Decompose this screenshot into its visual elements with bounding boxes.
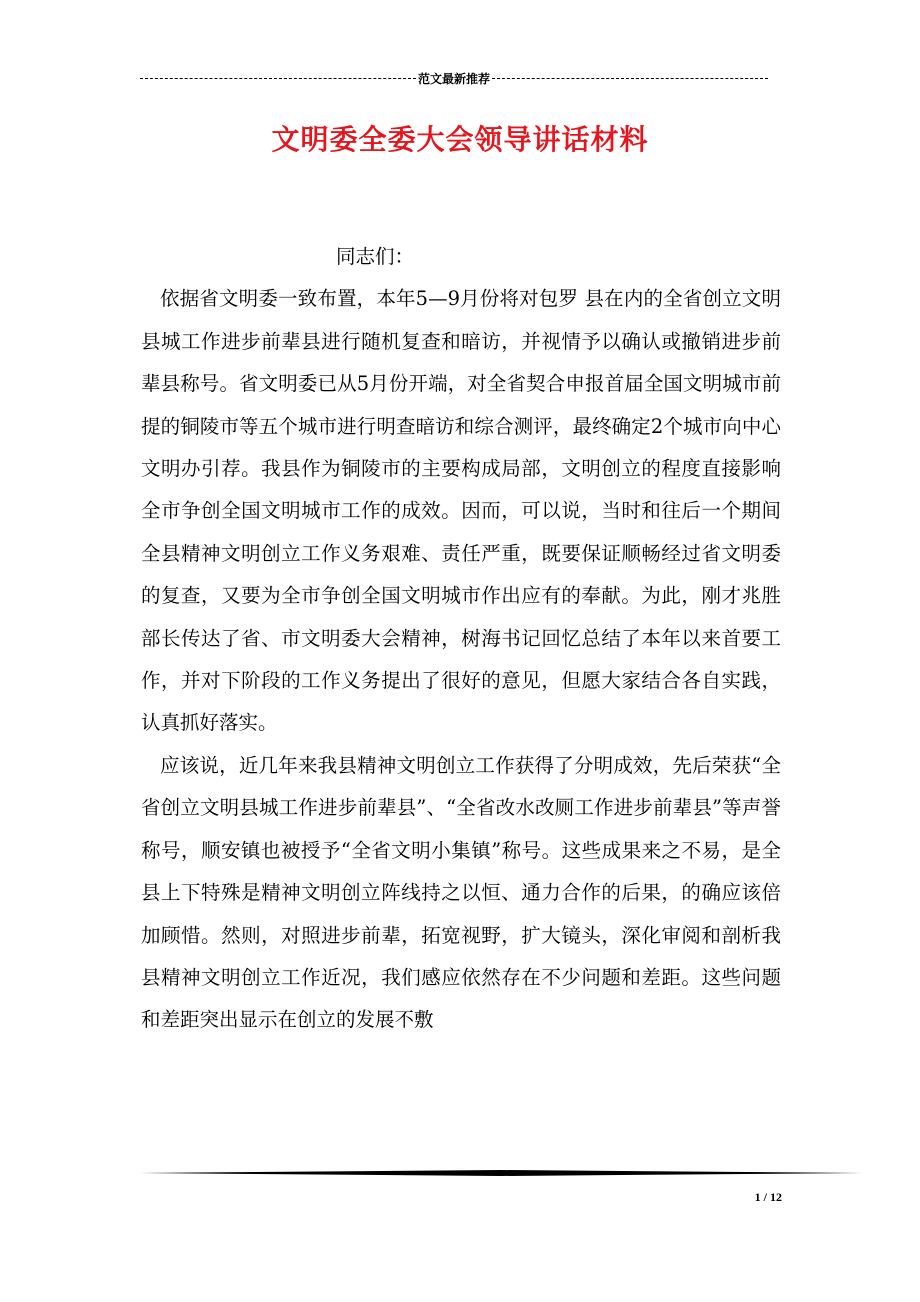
page-header xyxy=(140,68,768,88)
document-body xyxy=(141,236,781,1042)
page-number: 1 / 12 xyxy=(754,1190,782,1204)
document-title: 文明委全委大会领导讲话材料 xyxy=(271,123,649,156)
salutation: 同志们： xyxy=(336,245,415,268)
paragraph-1: 依据省文明委一致布置，本年5—9月份将对包罗 县在内的全省创立文明县城工作进步前辈县进行随机复查和暗访，并视情予以确认或撤销进步前辈县称号。省文明委已从5月份开端，对全省契合申报首届全国文明城市前提的铜陵市等五个城市进行明查暗访和综合测评，最终确定2个城市向中心文明办引荐。我县作为铜陵市的主要构成局部，文明创立的程度直接影响全市争创全国文明城市工作的成效。因而，可以说，当时和往后一个期间全县精神文明创立工作义务艰难、责任严重，既要保证顺畅经过省文明委的复查，又要为全市争创全国文明城市作出应有的奉献。为此，刚才兆胜部长传达了省、市文明委大会精神，树海书记回忆总结了本年以来首要工作，并对下阶段的工作义务提出了很好的意见，但愿大家结合各自实践，认真抓好落实。 xyxy=(141,287,781,735)
footer-rule xyxy=(140,1170,863,1176)
header-dash-right xyxy=(492,78,768,79)
paragraph-2: 应该说，近几年来我县精神文明创立工作获得了分明成效，先后荣获“全省创立文明县城工作进步前辈县”、“全省改水改厕工作进步前辈县”等声誉称号，顺安镇也被授予“全省文明小集镇”称号。这些成果来之不易，是全县上下特殊是精神文明创立阵线持之以恒、通力合作的后果，的确应该倍加顾惜。然则，对照进步前辈，拓宽视野，扩大镜头，深化审阅和剖析我县精神文明创立工作近况，我们感应依然存在不少问题和差距。这些问题和差距突出显示在创立的发展不敷 xyxy=(141,753,781,1032)
header-label: 范文最新推荐 xyxy=(418,71,491,86)
header-dash-left xyxy=(140,78,416,79)
